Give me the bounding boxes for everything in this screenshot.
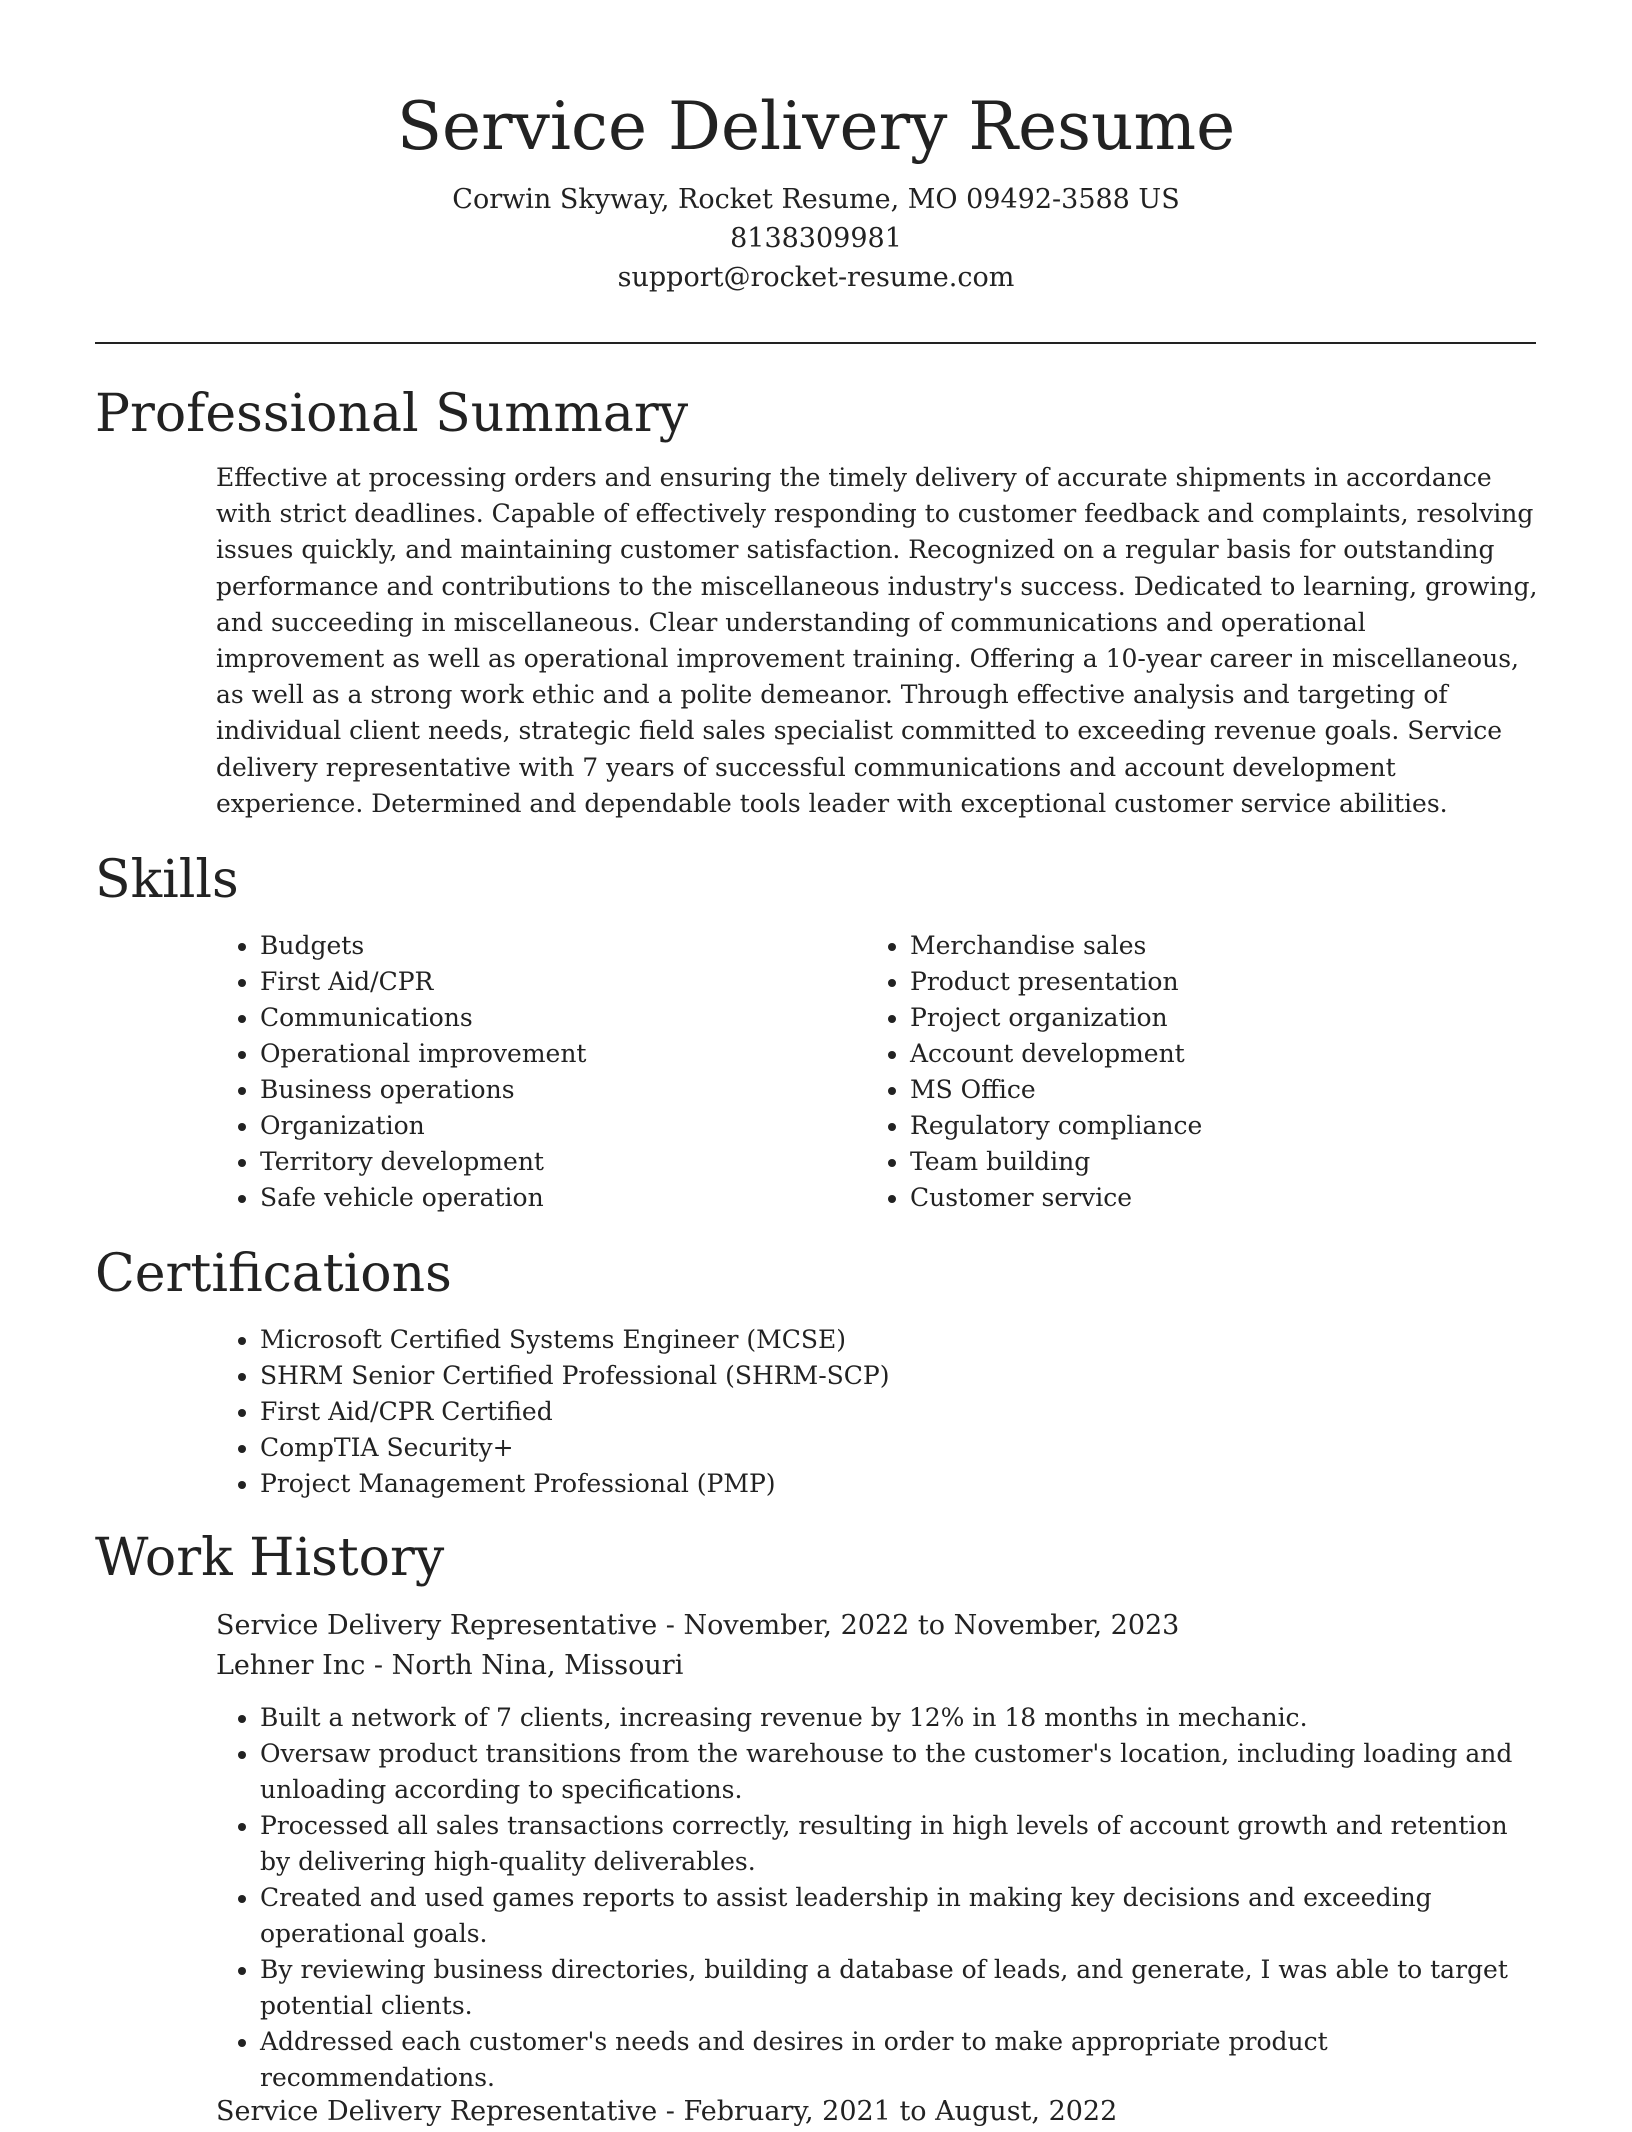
certifications-list [216, 1322, 1416, 1502]
certification-item: • First Aid/CPR Certified [260, 1394, 1416, 1430]
contact-block [0, 180, 1632, 297]
skill-item: • Safe vehicle operation [260, 1180, 816, 1216]
job-title-line [216, 1606, 1179, 1646]
skill-item: • Operational improvement [260, 1036, 816, 1072]
job-separator: - [657, 2096, 684, 2127]
resume-title: Service Delivery Resume [396, 88, 1236, 165]
skills-list-left [216, 928, 816, 1216]
job-company: Lehner Inc [216, 1650, 366, 1681]
skill-item: • Team building [910, 1144, 1466, 1180]
job-bullet: • Processed all sales transactions correctly, resulting in high levels of account growth and retention by delivering high-quality deliverables. [260, 1808, 1541, 1880]
job-role: Service Delivery Representative [216, 1610, 658, 1641]
job-bullet: • Created and used games reports to assist leadership in making key decisions and exceeding operational goals. [260, 1880, 1541, 1952]
certification-item: • Project Management Professional (PMP) [260, 1466, 1416, 1502]
job-title-line [216, 2092, 1117, 2132]
certification-item: • SHRM Senior Certified Professional (SHRM-SCP) [260, 1358, 1416, 1394]
skill-item: • Communications [260, 1000, 816, 1036]
skill-item: • Product presentation [910, 964, 1466, 1000]
skill-item: • Regulatory compliance [910, 1108, 1466, 1144]
job-location: North Nina, Missouri [391, 1650, 684, 1681]
job-bullet-list [216, 1700, 1541, 2096]
skill-item: • Budgets [260, 928, 816, 964]
skill-item: • First Aid/CPR [260, 964, 816, 1000]
certifications-heading: Certifications [95, 1244, 452, 1304]
job-separator: - [365, 1650, 392, 1681]
job-separator: - [657, 1610, 684, 1641]
certification-item: • CompTIA Security+ [260, 1430, 1416, 1466]
skill-item: • Project organization [910, 1000, 1466, 1036]
skills-column-left [216, 928, 816, 1216]
job-bullet: • Addressed each customer's needs and desires in order to make appropriate product recommendations. [260, 2024, 1541, 2096]
job-dates: February, 2021 to August, 2022 [683, 2096, 1118, 2127]
certification-item: • Microsoft Certified Systems Engineer (MCSE) [260, 1322, 1416, 1358]
job-bullet: • By reviewing business directories, building a database of leads, and generate, I was able to target potential clients. [260, 1952, 1541, 2024]
contact-phone: 8138309981 [730, 223, 902, 254]
skill-item: • Business operations [260, 1072, 816, 1108]
summary-heading: Professional Summary [95, 384, 689, 444]
job-dates: November, 2022 to November, 2023 [683, 1610, 1180, 1641]
job-bullets [216, 1700, 1541, 2096]
contact-email: support@rocket-resume.com [617, 262, 1015, 293]
work-history-heading: Work History [95, 1528, 445, 1588]
skills-heading: Skills [95, 850, 239, 910]
certifications-block [216, 1322, 1416, 1502]
contact-address: Corwin Skyway, Rocket Resume, MO 09492-3588 US [452, 184, 1180, 215]
resume-header [0, 0, 1632, 297]
skill-item: • Territory development [260, 1144, 816, 1180]
job-bullet: • Oversaw product transitions from the warehouse to the customer's location, including loading and unloading according to specifications. [260, 1736, 1541, 1808]
header-divider [95, 342, 1536, 344]
skill-item: • Merchandise sales [910, 928, 1466, 964]
summary-text: Effective at processing orders and ensuring the timely delivery of accurate shipments in accordance with strict deadlines. Capable of effectively responding to customer feedback and complaints, resolving issues quickly, and maintaining customer satisfaction. Recognized on a regular basis for outstanding performance and contributions to the miscellaneous industry's success. Dedicated to learning, growing, and succeeding in miscellaneous. Clear understanding of communications and operational improvement as well as operational improvement training. Offering a 10-year career in miscellaneous, as well as a strong work ethic and a polite demeanor. Through effective analysis and targeting of individual client needs, strategic field sales specialist committed to exceeding revenue goals. Service delivery representative with 7 years of successful communications and account development experience. Determined and dependable tools leader with exceptional customer service abilities. [216, 463, 1538, 818]
skill-item: • Organization [260, 1108, 816, 1144]
skill-item: • MS Office [910, 1072, 1466, 1108]
skills-list-right [866, 928, 1466, 1216]
job-bullet: • Built a network of 7 clients, increasing revenue by 12% in 18 months in mechanic. [260, 1700, 1541, 1736]
skills-column-right [866, 928, 1466, 1216]
job-role: Service Delivery Representative [216, 2096, 658, 2127]
skill-item: • Customer service [910, 1180, 1466, 1216]
skill-item: • Account development [910, 1036, 1466, 1072]
job-company-line [216, 1646, 683, 1686]
